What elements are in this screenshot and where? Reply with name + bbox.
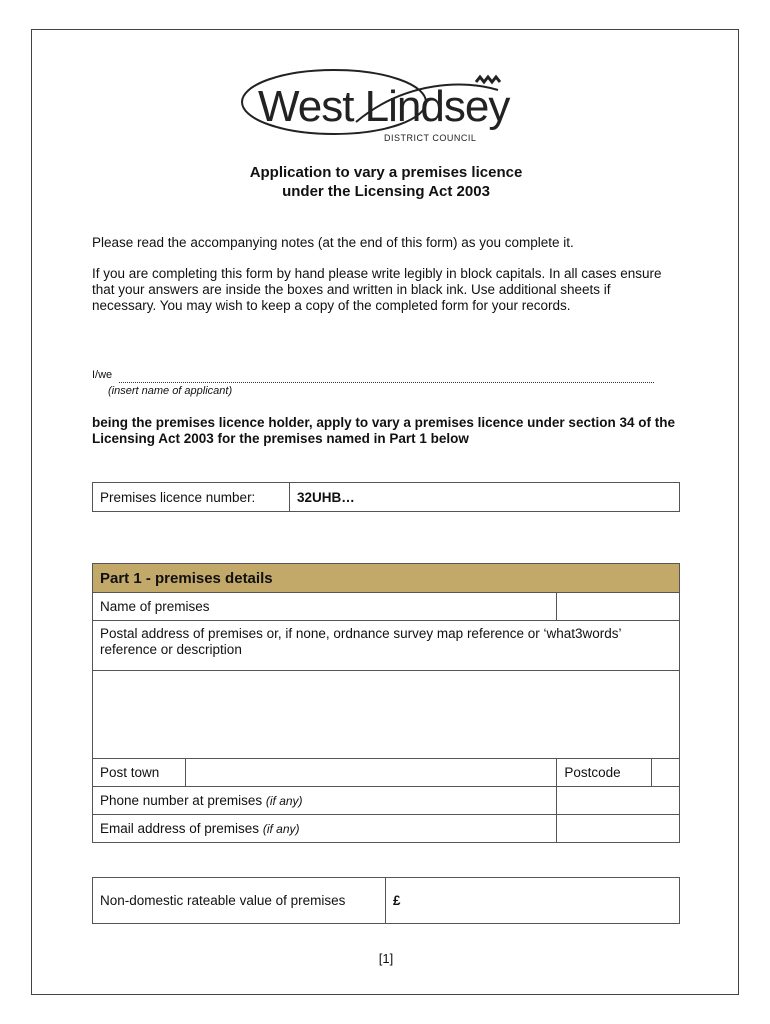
rateable-value-label: Non-domestic rateable value of premises xyxy=(93,878,386,924)
form-page xyxy=(31,29,739,995)
intro-paragraph-1: Please read the accompanying notes (at the end of this form) as you complete it. xyxy=(92,235,574,250)
logo-subtitle: DISTRICT COUNCIL xyxy=(384,133,477,143)
postal-address-label: Postal address of premises or, if none, ordnance survey map reference or ‘what3words’ reference or description xyxy=(93,621,680,671)
council-logo xyxy=(236,60,536,150)
part1-table xyxy=(92,563,680,843)
licence-number-field[interactable]: 32UHB… xyxy=(290,483,680,512)
phone-field[interactable] xyxy=(557,787,680,815)
part1-heading: Part 1 - premises details xyxy=(93,564,680,593)
applicant-hint: (insert name of applicant) xyxy=(108,385,233,397)
page-number: [1] xyxy=(378,951,394,966)
form-title-line2: under the Licensing Act 2003 xyxy=(282,183,490,200)
postcode-field[interactable] xyxy=(652,759,680,787)
rateable-value-field[interactable]: £ xyxy=(386,878,680,924)
post-town-field[interactable] xyxy=(186,759,557,787)
postcode-label: Postcode xyxy=(557,759,652,787)
phone-label-text: Phone number at premises xyxy=(100,793,263,808)
email-field[interactable] xyxy=(557,815,680,843)
licence-number-table xyxy=(92,482,680,512)
phone-label xyxy=(93,787,557,815)
licence-number-label: Premises licence number: xyxy=(93,483,290,512)
post-town-label: Post town xyxy=(93,759,186,787)
intro-paragraph-2: If you are completing this form by hand please write legibly in block capitals. In all cases ensure that your answers are inside the boxes and written in black ink. Use additional sheets if necessary. You may wish to keep a copy of the completed form for your records. xyxy=(92,266,662,313)
logo-name: West Lindsey xyxy=(258,82,510,131)
premises-name-label: Name of premises xyxy=(93,593,557,621)
premises-name-field[interactable] xyxy=(557,593,680,621)
applicant-statement: being the premises licence holder, apply to vary a premises licence under section 34 of the Licensing Act 2003 for the premises named in Part 1 below xyxy=(92,415,675,446)
email-label-text: Email address of premises xyxy=(100,821,260,836)
applicant-name-field[interactable] xyxy=(119,382,654,383)
email-label xyxy=(93,815,557,843)
form-title-line1: Application to vary a premises licence xyxy=(249,164,523,181)
postal-address-field[interactable] xyxy=(93,671,680,759)
email-hint: (if any) xyxy=(262,822,300,836)
applicant-label: I/we xyxy=(92,369,113,381)
phone-hint: (if any) xyxy=(265,794,303,808)
rateable-value-table xyxy=(92,877,680,924)
